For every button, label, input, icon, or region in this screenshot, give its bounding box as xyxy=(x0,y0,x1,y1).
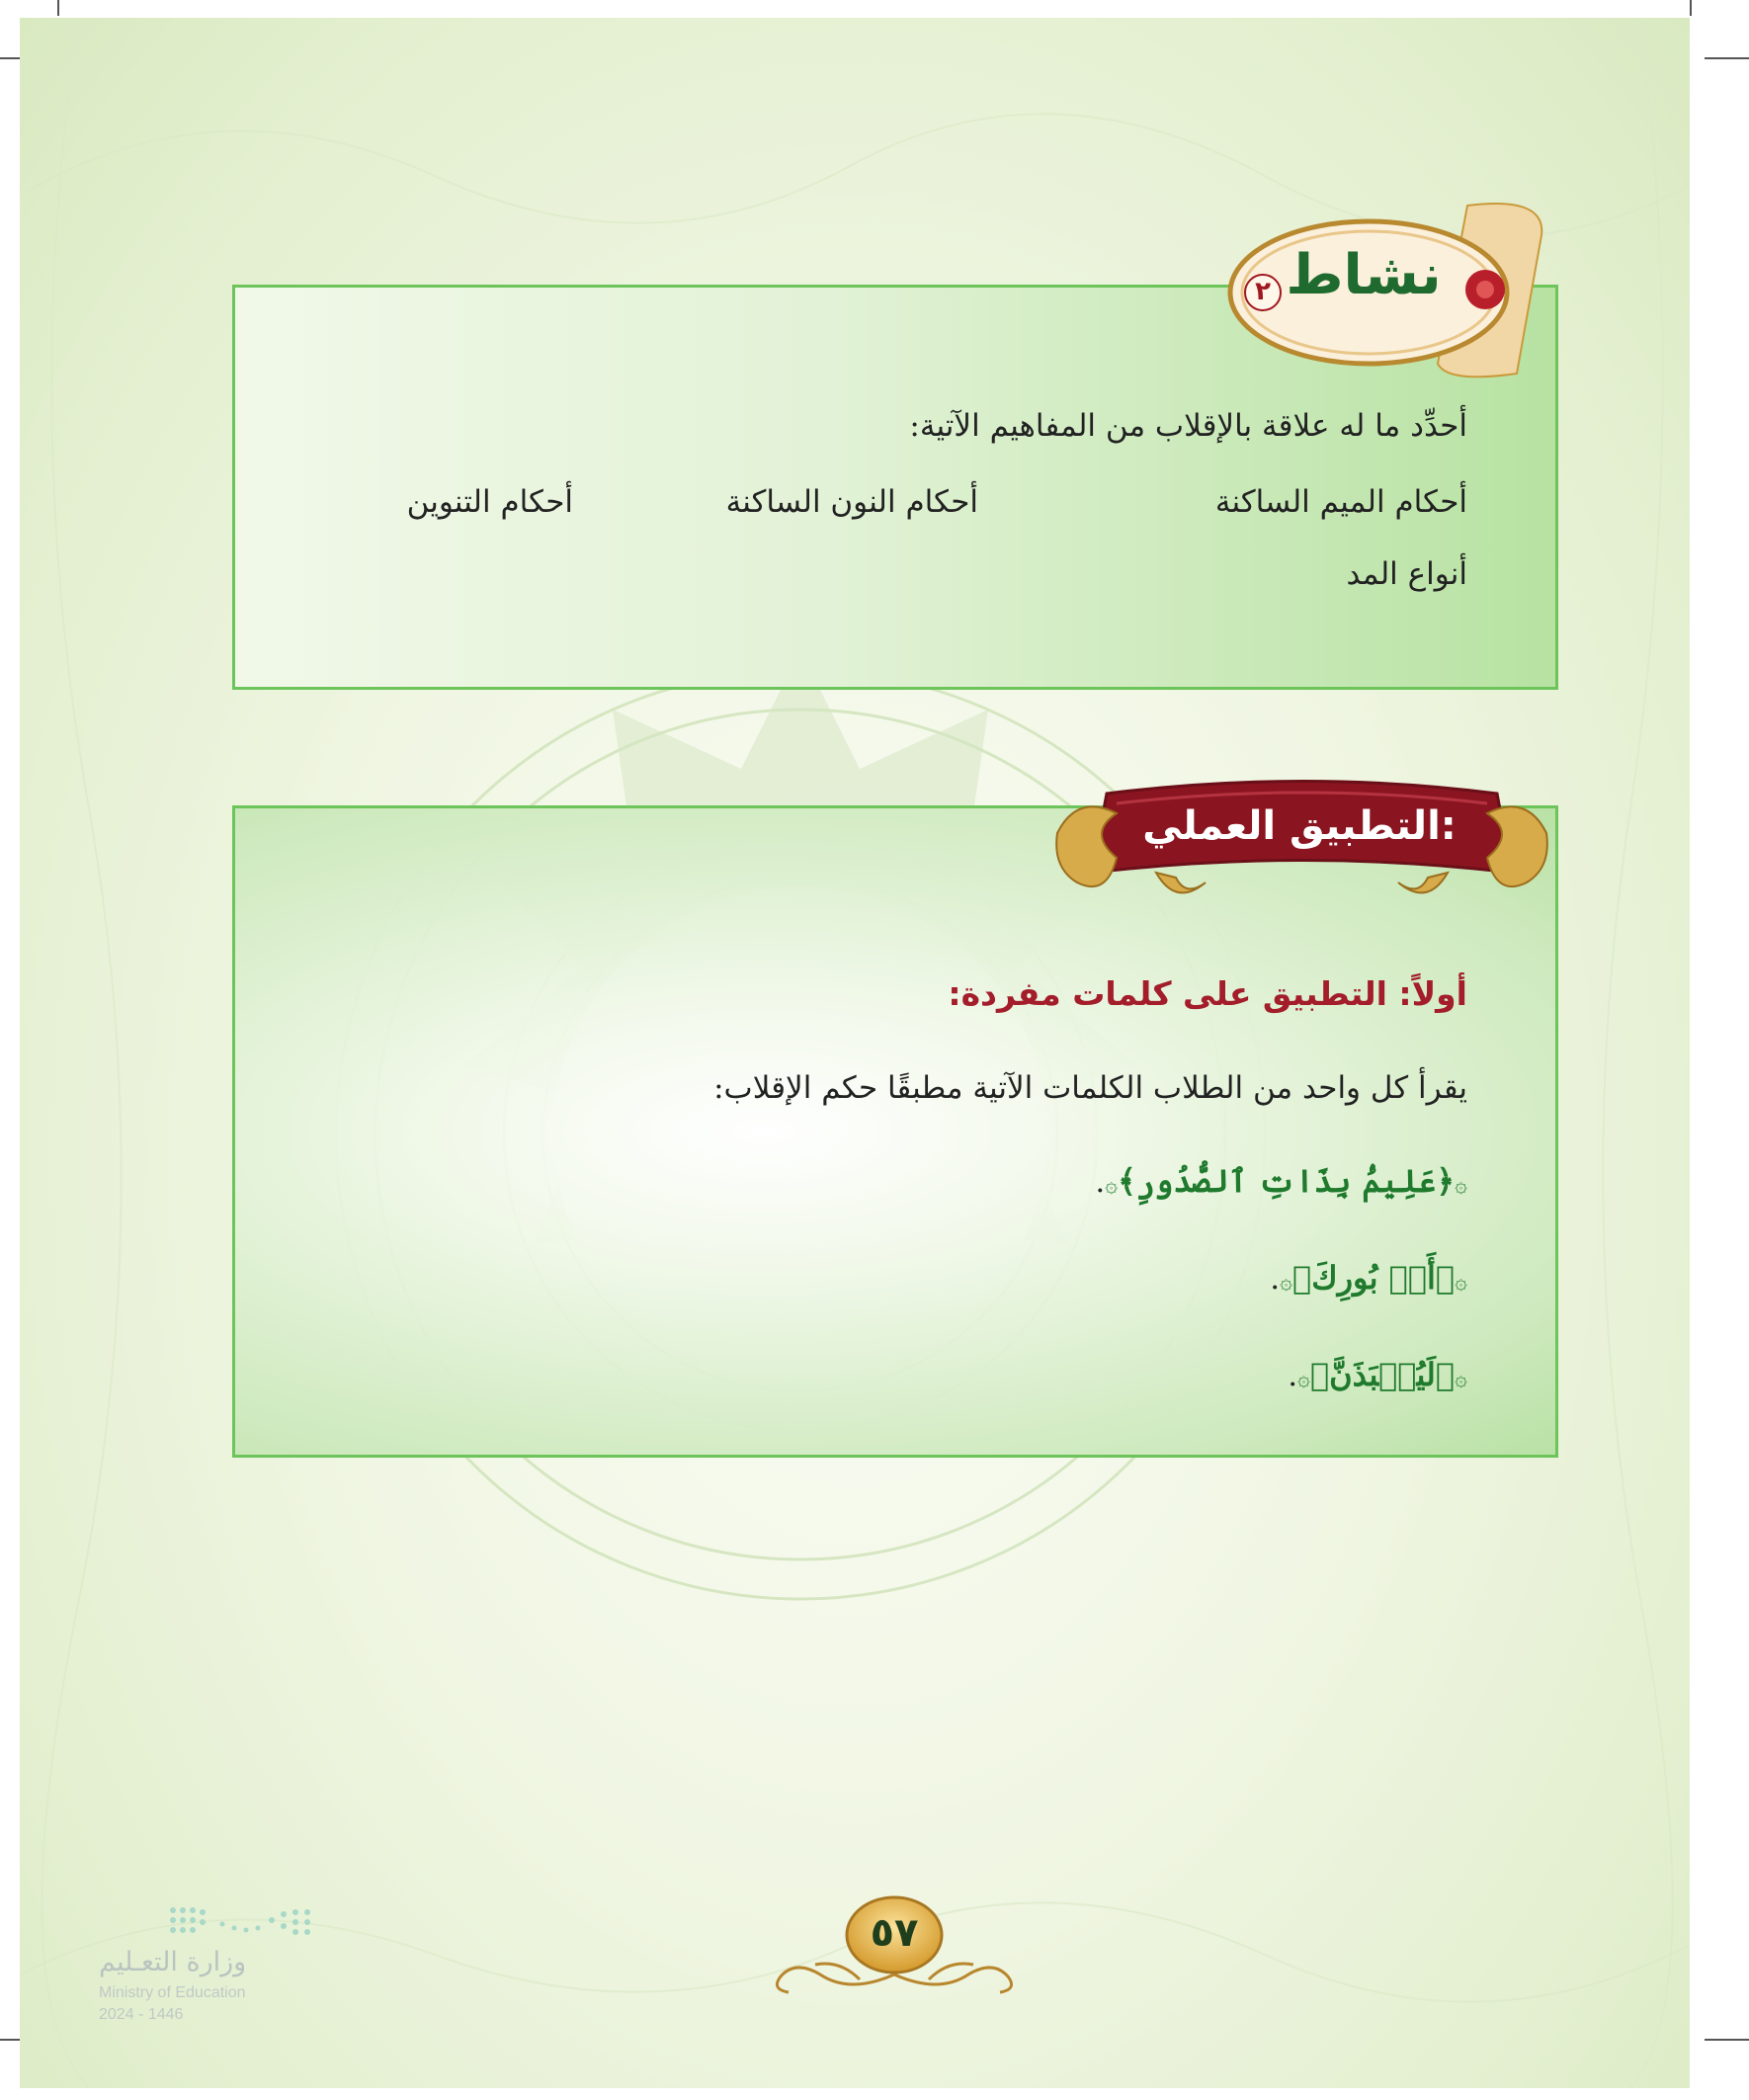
practice-instruction: يقرأ كل واحد من الطلاب الكلمات الآتية مطبقًا حكم الإقلاب: xyxy=(713,1070,1467,1106)
verse-ornament: ۞ xyxy=(1455,1173,1467,1198)
bracket-close: ﴾ xyxy=(1118,1162,1136,1200)
crop-mark xyxy=(1705,2039,1749,2041)
ministry-logo-icon xyxy=(163,1900,351,1950)
crop-mark xyxy=(57,0,59,16)
verse-ornament: ۞ xyxy=(1455,1367,1467,1391)
verse-line-2 xyxy=(711,1259,1467,1297)
page-number: ٥٧ xyxy=(870,1910,919,1956)
option-meem-sakinah: أحكام الميم الساكنة xyxy=(1214,484,1467,520)
ministry-year: 2024 - 1446 xyxy=(99,2006,184,2023)
bracket-close: ﴾ xyxy=(1292,1259,1312,1297)
crop-mark xyxy=(1690,0,1692,16)
crop-mark xyxy=(1705,57,1749,59)
bracket-open: ﴿ xyxy=(1436,1162,1456,1200)
ministry-name-ar: وزارة التعـليم xyxy=(99,1947,247,1977)
verse-ornament: ۞ xyxy=(1280,1270,1292,1295)
verse-period: . xyxy=(1270,1261,1281,1297)
verse-ornament: ۞ xyxy=(1105,1173,1119,1198)
verse-line-3 xyxy=(711,1356,1467,1393)
verse-3: لَيُنۢبَذَنَّ xyxy=(1329,1356,1436,1393)
verse-line-1 xyxy=(711,1162,1467,1200)
bracket-open: ﴿ xyxy=(1435,1356,1456,1393)
activity-number: ٢ xyxy=(1255,277,1271,306)
practice-heading: أولاً: التطبيق على كلمات مفردة: xyxy=(948,974,1467,1013)
verse-ornament: ۞ xyxy=(1455,1270,1467,1295)
option-tanween: أحكام التنوين xyxy=(406,484,573,520)
bracket-open: ﴿ xyxy=(1435,1259,1456,1297)
activity-title: نشاط xyxy=(1286,243,1442,307)
practice-banner-title: التطبيق العملي: xyxy=(1142,803,1457,849)
verse-2: أَنۢ بُورِكَ xyxy=(1311,1259,1436,1297)
verse-period: . xyxy=(1095,1164,1106,1200)
verse-1: عَلِيمُۢ بِذَاتِ ٱلصُّدُورِ xyxy=(1135,1162,1437,1200)
verse-period: . xyxy=(1288,1358,1298,1393)
ministry-name-en: Ministry of Education xyxy=(99,1984,246,2001)
page xyxy=(20,18,1690,2088)
option-noon-sakinah: أحكام النون الساكنة xyxy=(725,484,978,520)
option-madd: أنواع المد xyxy=(1346,556,1467,592)
verse-ornament: ۞ xyxy=(1297,1367,1310,1391)
activity-prompt: أحدِّد ما له علاقة بالإقلاب من المفاهيم الآتية: xyxy=(909,408,1467,444)
bracket-close: ﴾ xyxy=(1309,1356,1330,1393)
